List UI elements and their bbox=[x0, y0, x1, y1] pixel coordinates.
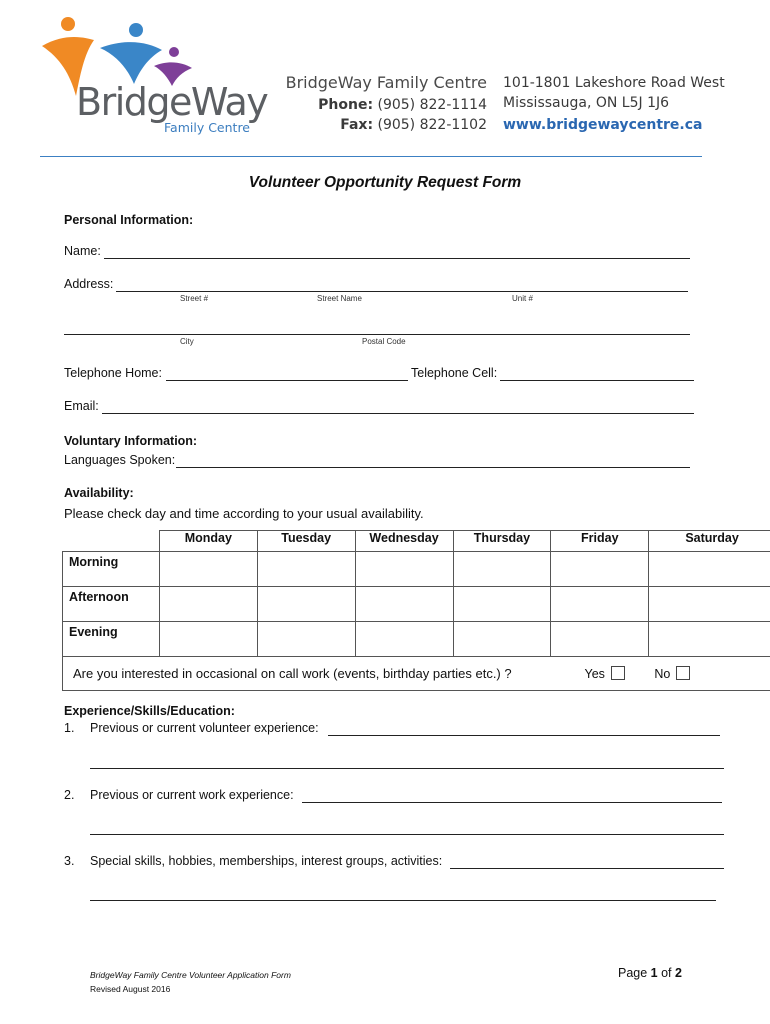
languages-label: Languages Spoken: bbox=[64, 453, 176, 467]
no-checkbox[interactable] bbox=[676, 666, 690, 680]
fax-label: Fax: bbox=[340, 117, 374, 133]
skills-label: Special skills, hobbies, memberships, interest groups, activities: bbox=[90, 854, 443, 868]
name-label: Name: bbox=[64, 244, 101, 258]
phone-number: (905) 822-1114 bbox=[377, 97, 487, 113]
day-header: Monday bbox=[159, 531, 257, 552]
availability-cell[interactable] bbox=[649, 622, 770, 657]
availability-cell[interactable] bbox=[257, 552, 355, 587]
volunteer-experience-label: Previous or current volunteer experience: bbox=[90, 721, 319, 735]
phone-label: Phone: bbox=[318, 97, 374, 113]
day-header: Saturday bbox=[649, 531, 770, 552]
no-label: No bbox=[654, 667, 671, 681]
street-name-caption: Street Name bbox=[317, 294, 362, 303]
header-divider bbox=[40, 156, 702, 157]
volunteer-experience-field-2[interactable] bbox=[90, 768, 724, 769]
availability-cell[interactable] bbox=[355, 622, 453, 657]
experience-heading: Experience/Skills/Education: bbox=[64, 704, 235, 718]
day-header: Thursday bbox=[453, 531, 551, 552]
skills-field-2[interactable] bbox=[90, 900, 716, 901]
name-field[interactable] bbox=[104, 258, 690, 259]
item-number: 1. bbox=[64, 721, 75, 735]
availability-cell[interactable] bbox=[355, 552, 453, 587]
availability-heading: Availability: bbox=[64, 486, 134, 500]
day-header: Tuesday bbox=[257, 531, 355, 552]
availability-cell[interactable] bbox=[159, 587, 257, 622]
oncall-row bbox=[63, 657, 770, 691]
oncall-question: Are you interested in occasional on call work (events, birthday parties etc.) ? bbox=[73, 666, 512, 681]
availability-cell[interactable] bbox=[159, 622, 257, 657]
fax-number: (905) 822-1102 bbox=[377, 117, 487, 133]
page-total: 2 bbox=[675, 966, 682, 980]
unit-caption: Unit # bbox=[512, 294, 533, 303]
page-current: 1 bbox=[650, 966, 658, 980]
yes-label: Yes bbox=[584, 667, 605, 681]
availability-cell[interactable] bbox=[453, 622, 551, 657]
form-title: Volunteer Opportunity Request Form bbox=[248, 174, 522, 191]
languages-field[interactable] bbox=[176, 467, 690, 468]
address-field[interactable] bbox=[116, 291, 688, 292]
email-field[interactable] bbox=[102, 413, 694, 414]
voluntary-heading: Voluntary Information: bbox=[64, 434, 198, 448]
work-experience-field[interactable] bbox=[302, 802, 722, 803]
table-row bbox=[63, 587, 770, 622]
page-prefix: Page bbox=[618, 966, 651, 980]
page-of: of bbox=[657, 966, 675, 980]
telephone-cell-label: Telephone Cell: bbox=[411, 366, 498, 380]
city-caption: City bbox=[180, 337, 194, 346]
availability-cell[interactable] bbox=[257, 587, 355, 622]
postal-caption: Postal Code bbox=[362, 337, 406, 346]
day-header: Wednesday bbox=[355, 531, 453, 552]
availability-cell[interactable] bbox=[551, 587, 649, 622]
volunteer-experience-field[interactable] bbox=[328, 735, 720, 736]
personal-heading: Personal Information: bbox=[64, 213, 194, 227]
availability-instruction: Please check day and time according to your usual availability. bbox=[64, 506, 424, 521]
street-number-caption: Street # bbox=[180, 294, 209, 303]
availability-header-row bbox=[63, 531, 770, 552]
time-label: Morning bbox=[63, 552, 160, 587]
telephone-cell-field[interactable] bbox=[500, 380, 694, 381]
corner-cell bbox=[63, 531, 160, 552]
footer-form-name: BridgeWay Family Centre Volunteer Application Form bbox=[90, 970, 291, 980]
email-label: Email: bbox=[64, 399, 99, 413]
footer-revised: Revised August 2016 bbox=[90, 984, 171, 994]
logo-subtitle: Family Centre bbox=[164, 120, 250, 135]
time-label: Evening bbox=[63, 622, 160, 657]
yes-checkbox[interactable] bbox=[611, 666, 625, 680]
item-number: 2. bbox=[64, 788, 75, 802]
org-name: BridgeWay Family Centre bbox=[285, 73, 487, 92]
address-label: Address: bbox=[64, 277, 114, 291]
work-experience-field-2[interactable] bbox=[90, 834, 724, 835]
availability-cell[interactable] bbox=[649, 587, 770, 622]
availability-cell[interactable] bbox=[355, 587, 453, 622]
logo bbox=[36, 14, 276, 134]
availability-cell[interactable] bbox=[649, 552, 770, 587]
availability-cell[interactable] bbox=[551, 552, 649, 587]
availability-cell[interactable] bbox=[551, 622, 649, 657]
fax-line bbox=[340, 117, 487, 133]
page-number bbox=[618, 966, 682, 980]
day-header: Friday bbox=[551, 531, 649, 552]
availability-cell[interactable] bbox=[257, 622, 355, 657]
address-line-2: Mississauga, ON L5J 1J6 bbox=[503, 95, 670, 111]
table-row bbox=[63, 622, 770, 657]
city-postal-field[interactable] bbox=[64, 334, 690, 335]
time-label: Afternoon bbox=[63, 587, 160, 622]
work-experience-label: Previous or current work experience: bbox=[90, 788, 294, 802]
availability-cell[interactable] bbox=[159, 552, 257, 587]
availability-table bbox=[62, 530, 770, 691]
telephone-home-label: Telephone Home: bbox=[64, 366, 162, 380]
telephone-home-field[interactable] bbox=[166, 380, 408, 381]
item-number: 3. bbox=[64, 854, 75, 868]
oncall-options bbox=[585, 666, 691, 681]
logo-wordmark: BridgeWay bbox=[76, 80, 268, 124]
address-line-1: 101-1801 Lakeshore Road West bbox=[503, 75, 725, 91]
availability-cell[interactable] bbox=[453, 587, 551, 622]
table-row bbox=[63, 552, 770, 587]
availability-cell[interactable] bbox=[453, 552, 551, 587]
oncall-cell bbox=[63, 657, 770, 691]
phone-line bbox=[318, 97, 487, 113]
skills-field[interactable] bbox=[450, 868, 724, 869]
website-link[interactable]: www.bridgewaycentre.ca bbox=[503, 117, 703, 133]
